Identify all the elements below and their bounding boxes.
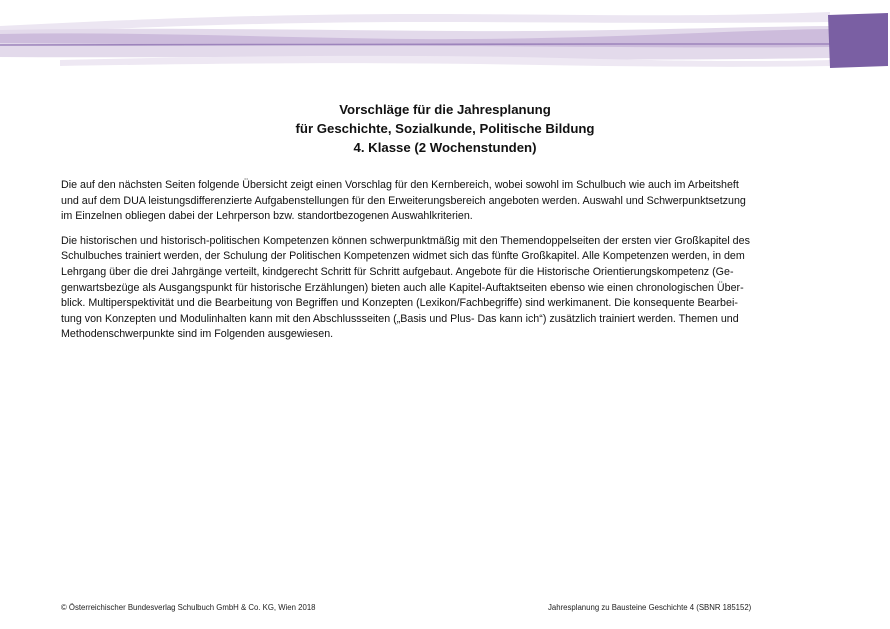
paragraph-2-line: Lehrgang über die drei Jahrgänge verteilt, kindgerecht Schritt für Schritt aufgebaut. Angebote für die Historische Orientierungskompetenz (Ge-	[61, 265, 734, 278]
paragraph-2-line: Schulbuches trainiert werden, der Schulung der Politischen Kompetenzen widmet sich das fünfte Großkapitel. Alle Kompetenzen werden, in dem	[61, 250, 745, 263]
paragraph-2-line: blick. Multiperspektivität und die Bearbeitung von Begriffen und Konzepten (Lexikon/Fachbegriffe) sind werkimanent. Die konsequente Bearbei-	[61, 297, 738, 310]
body-text	[61, 178, 821, 352]
paragraph-2-line: genwartsbezüge als Ausgangspunkt für historische Erzählungen) bieten auch alle Kapitel-Auftaktseiten ebenso wie einen chronologischen Über-	[61, 281, 744, 294]
paragraph-2-line: Die historischen und historisch-politischen Kompetenzen können schwerpunktmäßig mit den Themendoppelseiten der ersten vier Großkapitel des	[61, 234, 750, 247]
footer-copyright: © Österreichischer Bundesverlag Schulbuch GmbH & Co. KG, Wien 2018	[61, 603, 316, 612]
page-title	[0, 100, 890, 157]
paragraph-1	[61, 178, 821, 225]
paragraph-1-line: im Einzelnen obliegen dabei der Lehrperson bzw. standortbezogenen Auswahlkriterien.	[61, 210, 473, 223]
title-line-3: 4. Klasse (2 Wochenstunden)	[353, 140, 537, 155]
paragraph-2	[61, 234, 821, 343]
paragraph-2-line: tung von Konzepten und Modulinhalten kann mit den Abschlussseiten („Basis und Plus- Das kann ich“) zusätzlich trainiert werden. Themen und	[61, 312, 739, 325]
paragraph-1-line: Die auf den nächsten Seiten folgende Übersicht zeigt einen Vorschlag für den Kernbereich, wobei sowohl im Schulbuch wie auch im Arbeitsheft	[61, 179, 739, 191]
header-corner-tab	[828, 13, 888, 68]
paragraph-2-line: Methodenschwerpunkte sind im Folgenden ausgewiesen.	[61, 328, 334, 341]
paragraph-1-line: und auf dem DUA leistungsdifferenzierte Aufgabenstellungen für den Erweiterungsbereich angeboten werden. Auswahl und Schwerpunktsetzung	[61, 194, 746, 207]
title-line-2: für Geschichte, Sozialkunde, Politische Bildung	[295, 121, 595, 136]
title-line-1: Vorschläge für die Jahresplanung	[339, 102, 551, 117]
header-decoration-band	[0, 0, 890, 80]
footer-document-info: Jahresplanung zu Bausteine Geschichte 4 (SBNR 185152)	[548, 603, 752, 612]
